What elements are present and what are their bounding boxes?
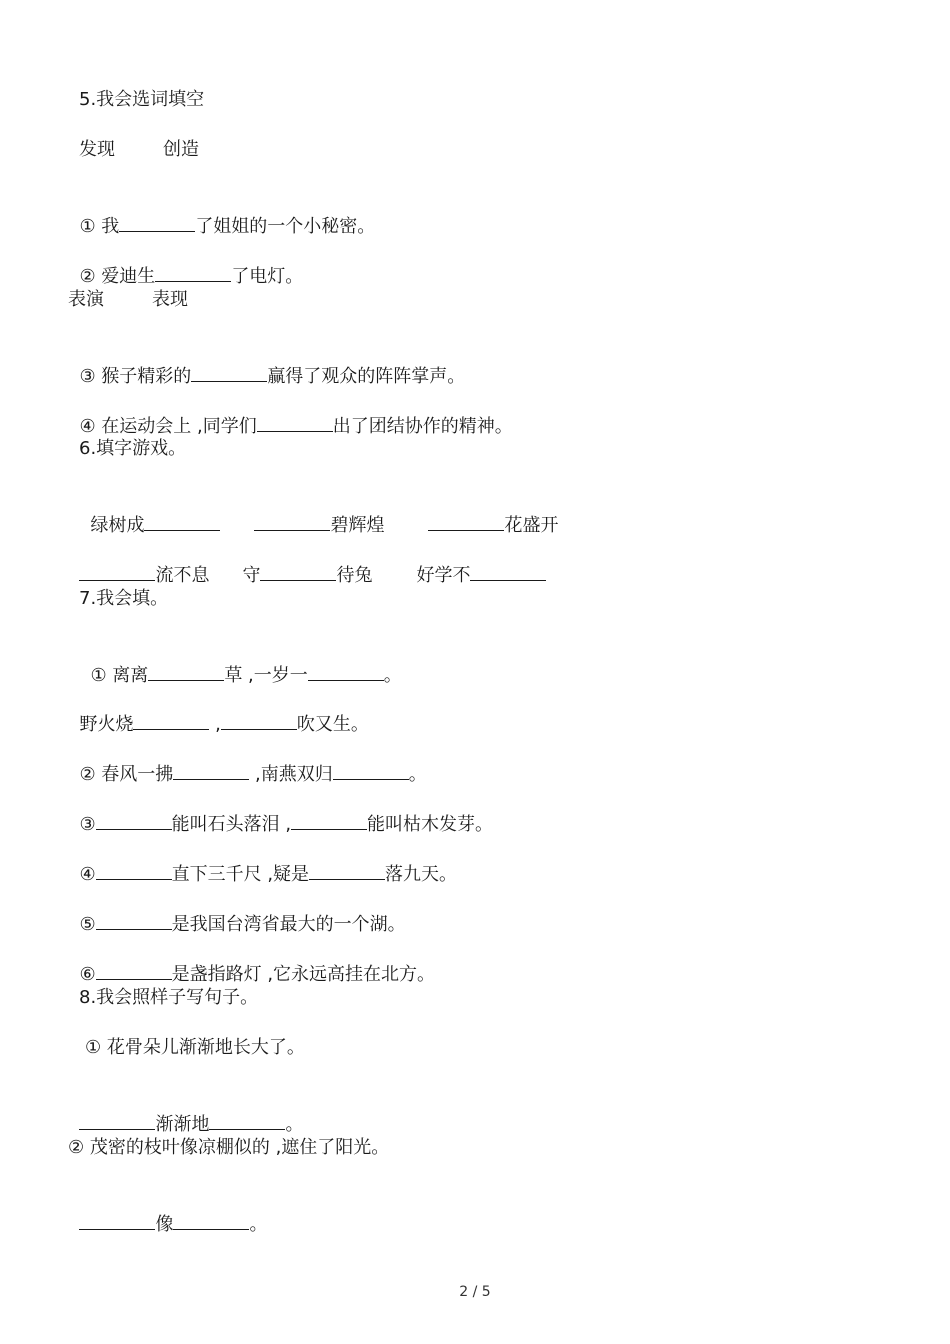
q7-line-6 bbox=[68, 886, 406, 935]
sentence-text: ② 爱迪生 bbox=[79, 266, 156, 287]
answer-blank[interactable] bbox=[133, 710, 209, 730]
sentence-text: 能叫石头落泪 , bbox=[171, 814, 292, 835]
q7-line-4 bbox=[68, 786, 494, 835]
sentence-text: 像 bbox=[155, 1214, 174, 1235]
q7-title: 7.我会填。 bbox=[79, 588, 169, 609]
answer-blank[interactable] bbox=[260, 561, 336, 581]
q7-line-1 bbox=[79, 637, 402, 686]
q8-answer-1 bbox=[68, 1086, 304, 1135]
answer-blank[interactable] bbox=[191, 362, 267, 382]
sentence-text: ⑤ bbox=[79, 914, 96, 935]
q5-word-biaoxian: 表现 bbox=[152, 289, 188, 310]
answer-blank[interactable] bbox=[79, 561, 155, 581]
sentence-text: 野火烧 bbox=[79, 714, 134, 735]
q8-example-2: ② 茂密的枝叶像凉棚似的 ,遮住了阳光。 bbox=[68, 1137, 390, 1158]
sentence-text: ③ bbox=[79, 814, 96, 835]
answer-blank[interactable] bbox=[291, 810, 367, 830]
q6-title: 6.填字游戏。 bbox=[79, 438, 187, 459]
q7-line-5 bbox=[68, 836, 458, 885]
q6-idiom-2 bbox=[243, 487, 385, 536]
q5-word-chuangzao: 创造 bbox=[163, 139, 199, 160]
answer-blank[interactable] bbox=[96, 910, 172, 930]
sentence-text: 赢得了观众的阵阵掌声。 bbox=[267, 366, 466, 387]
sentence-text: ② 春风一拂 bbox=[79, 764, 174, 785]
answer-blank[interactable] bbox=[79, 1110, 155, 1130]
sentence-text: 渐渐地 bbox=[155, 1114, 210, 1135]
q5-sentence-3 bbox=[68, 338, 466, 387]
q6-idiom-6 bbox=[405, 537, 546, 586]
answer-blank[interactable] bbox=[144, 511, 220, 531]
answer-blank[interactable] bbox=[470, 561, 546, 581]
answer-blank[interactable] bbox=[79, 1210, 155, 1230]
q5-word-faxian: 发现 bbox=[79, 139, 115, 160]
q8-title: 8.我会照样子写句子。 bbox=[79, 987, 259, 1008]
answer-blank[interactable] bbox=[221, 710, 297, 730]
sentence-text: 。 bbox=[408, 764, 427, 785]
answer-blank[interactable] bbox=[428, 511, 504, 531]
sentence-text: 草 ,一岁一 bbox=[224, 665, 308, 686]
sentence-text: 是盏指路灯 ,它永远高挂在北方。 bbox=[171, 964, 436, 985]
q6-idiom-1 bbox=[79, 487, 220, 536]
q5-sentence-4 bbox=[68, 388, 513, 437]
q5-sentence-1 bbox=[68, 188, 376, 237]
idiom-text: 守 bbox=[242, 565, 261, 586]
sentence-text: 了姐姐的一个小秘密。 bbox=[195, 216, 376, 237]
q7-line-7 bbox=[68, 936, 436, 985]
answer-blank[interactable] bbox=[96, 860, 172, 880]
answer-blank[interactable] bbox=[96, 810, 172, 830]
idiom-text: 待兔 bbox=[336, 565, 373, 586]
answer-blank[interactable] bbox=[96, 960, 172, 980]
sentence-text: ④ 在运动会上 ,同学们 bbox=[79, 416, 257, 437]
sentence-text: 吹又生。 bbox=[296, 714, 369, 735]
sentence-text: 了电灯。 bbox=[231, 266, 304, 287]
sentence-text: 出了团结协作的精神。 bbox=[332, 416, 513, 437]
q7-line-3 bbox=[68, 736, 427, 785]
idiom-text: 流不息 bbox=[155, 565, 210, 586]
q6-idiom-3 bbox=[417, 487, 559, 536]
sentence-text: ④ bbox=[79, 864, 96, 885]
sentence-text: 。 bbox=[249, 1214, 268, 1235]
idiom-text: 好学不 bbox=[416, 565, 471, 586]
answer-blank[interactable] bbox=[254, 511, 330, 531]
answer-blank[interactable] bbox=[173, 1210, 249, 1230]
answer-blank[interactable] bbox=[209, 1110, 285, 1130]
idiom-text: 碧辉煌 bbox=[330, 515, 385, 536]
q6-idiom-5 bbox=[231, 537, 373, 586]
answer-blank[interactable] bbox=[173, 760, 249, 780]
q6-idiom-4 bbox=[68, 537, 210, 586]
sentence-text: 能叫枯木发芽。 bbox=[367, 814, 494, 835]
sentence-text: 直下三千尺 ,疑是 bbox=[171, 864, 310, 885]
answer-blank[interactable] bbox=[308, 661, 384, 681]
idiom-text: 绿树成 bbox=[90, 515, 145, 536]
q7-line-2 bbox=[68, 686, 369, 735]
answer-blank[interactable] bbox=[119, 212, 195, 232]
q8-answer-2 bbox=[68, 1186, 268, 1235]
answer-blank[interactable] bbox=[148, 661, 224, 681]
q8-example-1: ① 花骨朵儿渐渐地长大了。 bbox=[85, 1037, 305, 1058]
page-number: 2 / 5 bbox=[459, 1284, 491, 1300]
answer-blank[interactable] bbox=[257, 412, 333, 432]
answer-blank[interactable] bbox=[309, 860, 385, 880]
idiom-text: 花盛开 bbox=[504, 515, 559, 536]
q5-word-biaoyan: 表演 bbox=[68, 289, 104, 310]
answer-blank[interactable] bbox=[333, 760, 409, 780]
sentence-text: ,南燕双归 bbox=[249, 764, 333, 785]
q5-title: 5.我会选词填空 bbox=[79, 89, 205, 110]
sentence-text: 。 bbox=[383, 665, 402, 686]
sentence-text: 是我国台湾省最大的一个湖。 bbox=[171, 914, 406, 935]
q5-sentence-2 bbox=[68, 238, 304, 287]
sentence-text: 。 bbox=[285, 1114, 304, 1135]
sentence-text: ⑥ bbox=[79, 964, 96, 985]
sentence-text: 落九天。 bbox=[385, 864, 458, 885]
sentence-text: ① 离离 bbox=[90, 665, 149, 686]
answer-blank[interactable] bbox=[155, 262, 231, 282]
sentence-text: ① 我 bbox=[79, 216, 120, 237]
sentence-text: , bbox=[209, 714, 221, 735]
sentence-text: ③ 猴子精彩的 bbox=[79, 366, 192, 387]
